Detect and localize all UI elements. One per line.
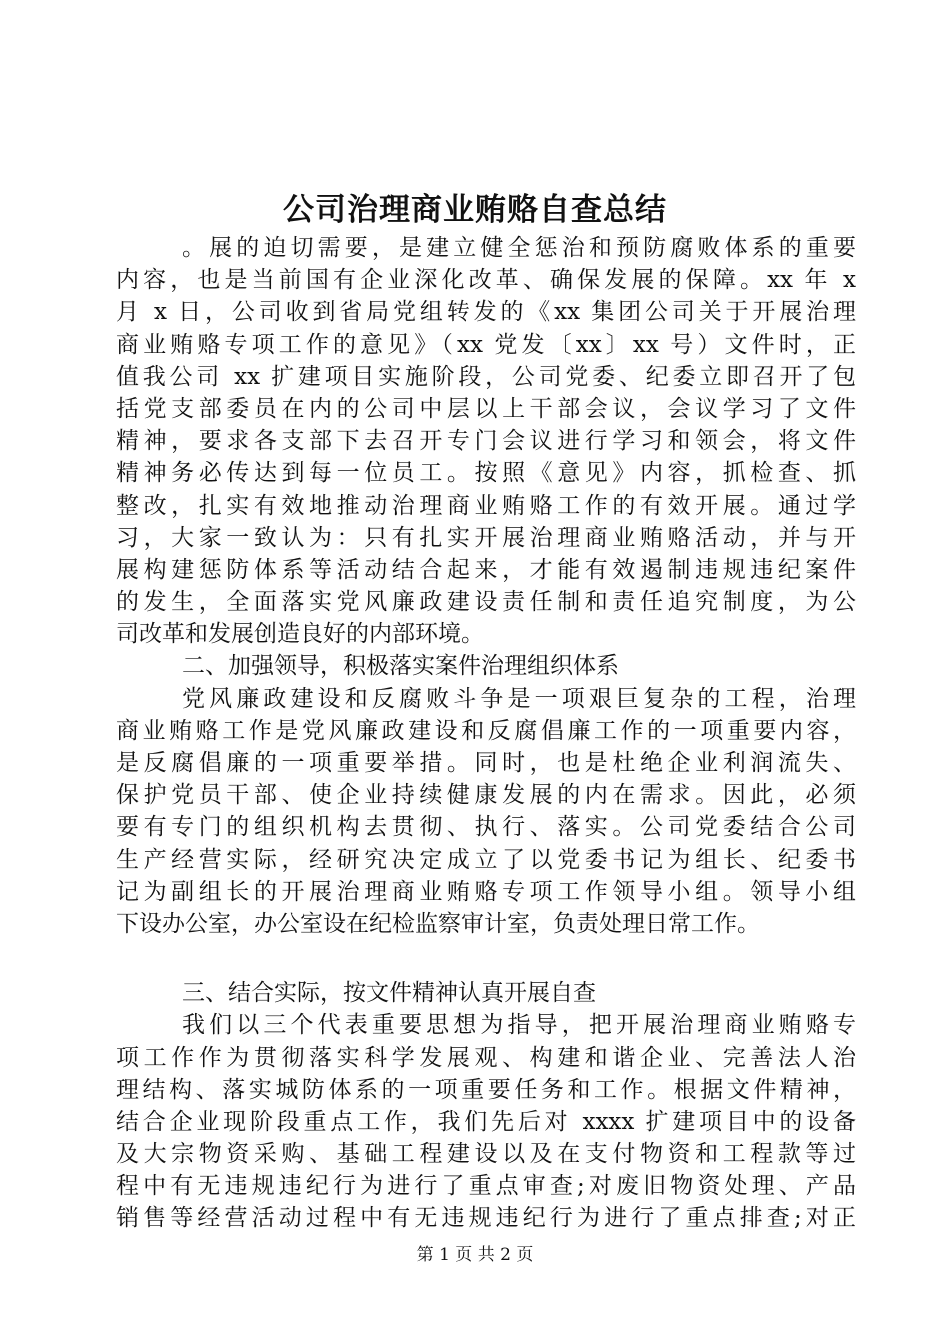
text-line: 我们以三个代表重要思想为指导，把开展治理商业贿赂专 [182, 1012, 856, 1039]
text-line: 保护党员干部、使企业持续健康发展的内在需求。因此，必须 [116, 782, 856, 809]
page-footer: 第 1 页 共 2 页 [416, 1245, 534, 1265]
text-line: 括党支部委员在内的公司中层以上干部会议，会议学习了文件 [116, 395, 856, 422]
text-line: 生产经营实际，经研究决定成立了以党委书记为组长、纪委书 [116, 846, 856, 873]
document-body [116, 232, 856, 1235]
text-line: 月 x 日，公司收到省局党组转发的《xx 集团公司关于开展治理 [116, 299, 856, 326]
section-heading: 二、加强领导，积极落实案件治理组织体系 [182, 653, 619, 680]
text-line: 要有专门的组织机构去贯彻、执行、落实。公司党委结合公司 [116, 814, 856, 841]
text-line: 司改革和发展创造良好的内部环境。 [116, 621, 484, 648]
text-line: 项工作作为贯彻落实科学发展观、构建和谐企业、完善法人治 [116, 1044, 856, 1071]
text-line: 。展的迫切需要，是建立健全惩治和预防腐败体系的重要 [182, 235, 856, 261]
text-line: 党风廉政建设和反腐败斗争是一项艰巨复杂的工程，治理 [182, 685, 856, 712]
text-line: 习，大家一致认为：只有扎实开展治理商业贿赂活动，并与开 [116, 524, 856, 551]
paragraph-gap [116, 940, 856, 977]
text-line: 精神务必传达到每一位员工。按照《意见》内容，抓检查、抓 [116, 460, 856, 487]
text-line: 程中有无违规违纪行为进行了重点审查;对废旧物资处理、产品 [116, 1173, 856, 1200]
text-line: 整改，扎实有效地推动治理商业贿赂工作的有效开展。通过学 [116, 492, 856, 519]
text-line: 销售等经营活动过程中有无违规违纪行为进行了重点排查;对正 [116, 1205, 856, 1232]
text-line: 是反腐倡廉的一项重要举措。同时，也是杜绝企业利润流失、 [116, 750, 856, 776]
text-line: 展构建惩防体系等活动结合起来，才能有效遏制违规违纪案件 [116, 556, 856, 583]
text-line: 记为副组长的开展治理商业贿赂专项工作领导小组。领导小组 [116, 878, 856, 905]
document-title: 公司治理商业贿赂自查总结 [283, 192, 667, 228]
text-line: 内容，也是当前国有企业深化改革、确保发展的保障。xx 年 x [116, 267, 856, 294]
text-line: 及大宗物资采购、基础工程建设以及在支付物资和工程款等过 [116, 1141, 856, 1168]
text-line: 下设办公室，办公室设在纪检监察审计室，负责处理日常工作。 [116, 910, 760, 937]
text-line: 结合企业现阶段重点工作，我们先后对 xxxx 扩建项目中的设备 [116, 1108, 856, 1135]
text-line: 商业贿赂工作是党风廉政建设和反腐倡廉工作的一项重要内容， [116, 717, 856, 744]
section-heading: 三、结合实际，按文件精神认真开展自查 [182, 980, 596, 1007]
text-line: 值我公司 xx 扩建项目实施阶段，公司党委、纪委立即召开了包 [116, 363, 856, 390]
text-line: 精神，要求各支部下去召开专门会议进行学习和领会，将文件 [116, 428, 856, 455]
text-line: 的发生，全面落实党风廉政建设责任制和责任追究制度，为公 [116, 589, 856, 616]
text-line: 商业贿赂专项工作的意见》（xx 党发〔xx〕xx 号）文件时，正 [116, 331, 856, 358]
text-line: 理结构、落实城防体系的一项重要任务和工作。根据文件精神， [116, 1076, 856, 1103]
